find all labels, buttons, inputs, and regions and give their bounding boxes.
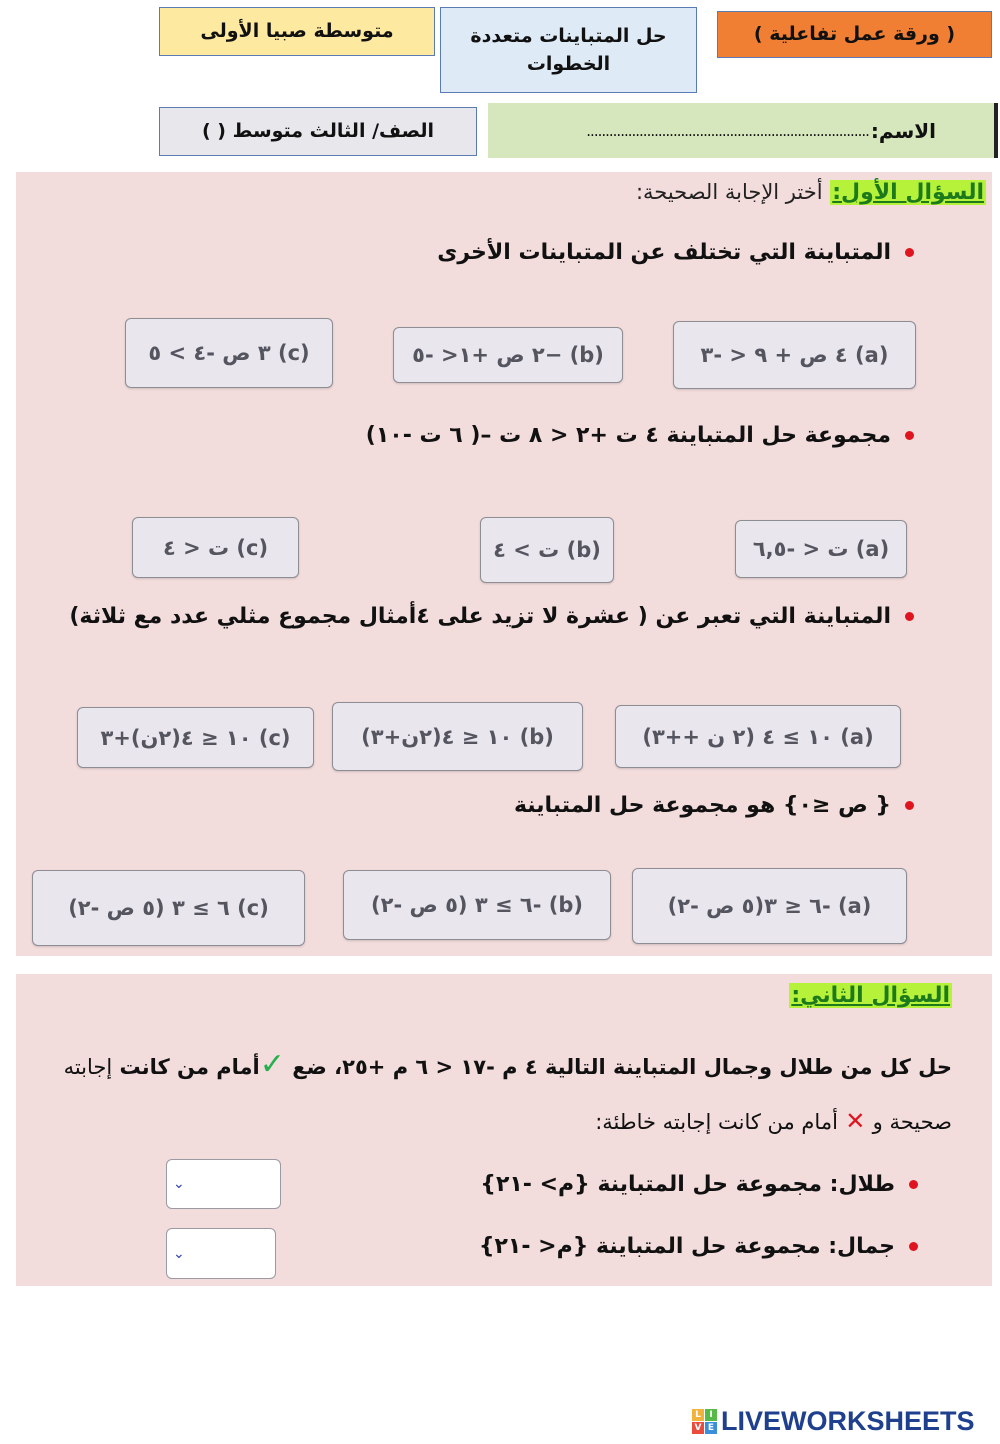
question-1-header: [636, 180, 986, 205]
worksheet-type-box: [717, 11, 992, 58]
q1-item-1-option-a[interactable]: (a) ٤ ص + ٩ < -٣: [673, 321, 916, 389]
bullet-icon: [905, 248, 914, 257]
chevron-down-icon: ⌄: [173, 1176, 185, 1192]
name-box[interactable]: [488, 103, 998, 158]
q1-item-3-prompt: المتباينة التي تعبر عن ( عشرة لا تزيد على ٤أمثال مجموع مثلي عدد مع ثلاثة): [69, 604, 914, 629]
question-2-paragraph: حل كل من طلال وجمال المتباينة التالية ٤ م -١٧ < ٦ م +٢٥، ضع ✓أمام من كانت إجابته صحيحة و ✕ أمام من كانت إجابته خاطئة:: [63, 1047, 952, 1135]
school-name-box: [159, 7, 435, 56]
liveworksheets-logo[interactable]: [692, 1405, 992, 1437]
bullet-icon: [909, 1242, 918, 1251]
q1-item-4-option-c[interactable]: (c) ٦ ≥ ٣ (٥ ص -٢): [32, 870, 305, 946]
topic-box: [440, 7, 697, 93]
q1-item-2-option-a[interactable]: (a) ت < -٦,٥: [735, 520, 907, 578]
question-1-instruction: أختر الإجابة الصحيحة:: [635, 180, 823, 204]
q1-item-2-prompt: مجموعة حل المتباينة ٤ ت +٢ < ٨ ت –( ٦ ت -١٠): [366, 423, 914, 448]
chevron-down-icon: ⌄: [173, 1245, 185, 1262]
q1-item-3-option-b[interactable]: (b) ١٠ ≤ ٤(٢ن+٣): [332, 702, 583, 771]
name-dots: ...........................................................................: [586, 121, 869, 140]
q1-item-1-option-b[interactable]: (b) −٢ ص +١< -٥: [393, 327, 623, 383]
school-name: متوسطة صبيا الأولى: [200, 20, 394, 43]
q1-item-2-option-b[interactable]: (b) ت > ٤: [480, 517, 614, 583]
brand-name: LIVEWORKSHEETS: [721, 1405, 975, 1436]
q1-item-4-prompt: { ص ≤٠} هو مجموعة حل المتباينة: [514, 793, 914, 818]
q1-item-3-option-c[interactable]: (c) ١٠ ≤ ٤(٢ن)+٣: [77, 707, 314, 768]
question-1-title: السؤال الأول:: [832, 180, 984, 205]
bullet-icon: [905, 612, 914, 621]
q2-answer-1: طلال: مجموعة حل المتباينة {م> -٢١}: [480, 1172, 918, 1197]
q1-item-1-option-c[interactable]: (c) ٣ ص -٤ > ٥: [125, 318, 333, 388]
q1-item-2-option-c[interactable]: (c) ت < ٤: [132, 517, 299, 578]
q2-answer-2-dropdown[interactable]: [166, 1228, 276, 1279]
question-2-title: السؤال الثاني:: [791, 983, 950, 1008]
grade-box: [159, 107, 477, 156]
q1-item-1-prompt: المتباينة التي تختلف عن المتباينات الأخرى: [437, 240, 914, 265]
q1-item-3-option-a[interactable]: (a) ١٠ ≥ ٤ (٢ ن ++٣): [615, 705, 901, 768]
question-2-header: [789, 983, 952, 1008]
check-mark-icon: ✓: [259, 1047, 285, 1082]
q2-answer-2: جمال: مجموعة حل المتباينة {م< -٢١}: [479, 1234, 918, 1259]
bullet-icon: [905, 801, 914, 810]
q1-item-4-option-b[interactable]: (b) -٦ ≥ ٣ (٥ ص -٢): [343, 870, 611, 940]
bullet-icon: [905, 431, 914, 440]
q2-answer-1-dropdown[interactable]: [166, 1159, 281, 1209]
grade-label: الصف/ الثالث متوسط ( ): [202, 120, 435, 143]
topic-title: حل المتباينات متعددة الخطوات: [470, 24, 667, 75]
worksheet-type: ( ورقة عمل تفاعلية ): [753, 23, 956, 46]
bullet-icon: [909, 1180, 918, 1189]
cross-mark-icon: ✕: [845, 1107, 866, 1135]
logo-mark-icon: L I V E: [692, 1409, 717, 1434]
q1-item-4-option-a[interactable]: (a) -٦ ≤ ٣(٥ ص -٢): [632, 868, 907, 944]
name-label: الاسم:: [870, 118, 936, 143]
